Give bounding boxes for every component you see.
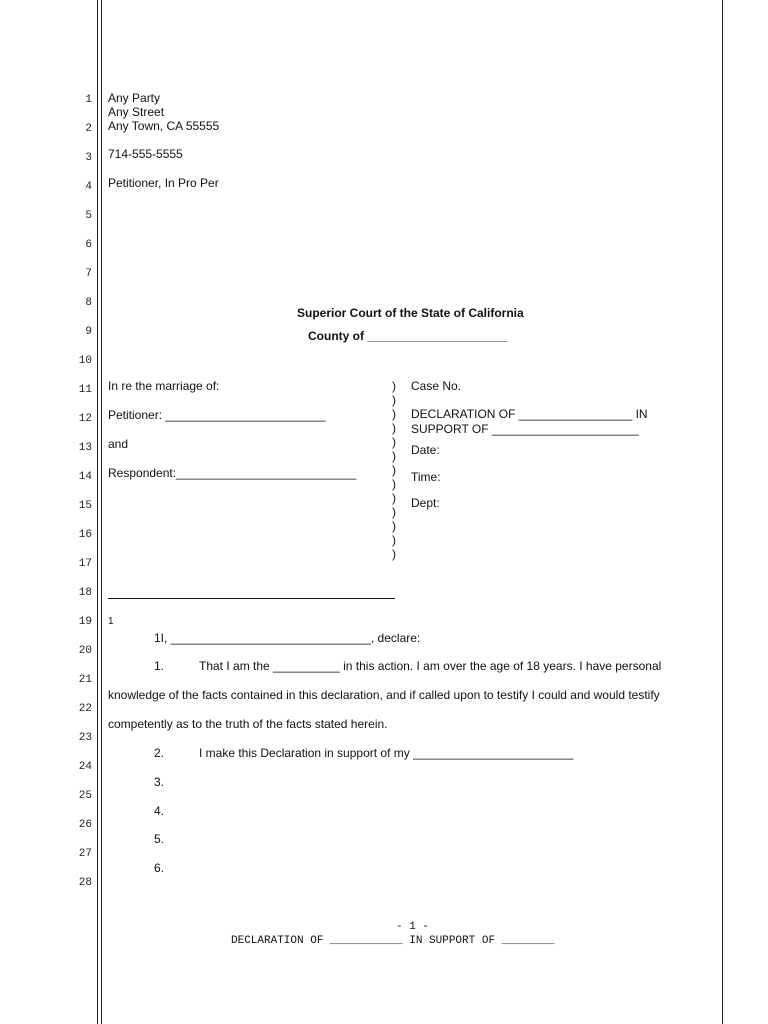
caption-paren: ) — [392, 519, 396, 533]
caption-paren: ) — [392, 393, 396, 407]
line-number: 2 — [85, 123, 92, 135]
caption-declaration-title-1: DECLARATION OF _________________ IN — [411, 407, 648, 421]
caption-paren: ) — [392, 547, 396, 561]
left-margin-rule-inner — [101, 0, 102, 1024]
line-number: 4 — [85, 181, 92, 193]
line-number: 15 — [78, 500, 92, 512]
paragraph-number: 5. — [154, 832, 165, 846]
line-number: 25 — [78, 790, 92, 802]
court-title: Superior Court of the State of California — [297, 306, 524, 320]
party-city: Any Town, CA 55555 — [108, 119, 220, 133]
line-number: 19 — [78, 616, 92, 628]
line-number: 28 — [78, 877, 92, 889]
caption-respondent: Respondent:___________________________ — [108, 466, 357, 480]
party-street: Any Street — [108, 105, 165, 119]
line-number: 9 — [85, 326, 92, 338]
line-number: 27 — [78, 848, 92, 860]
paragraph-1-line-1: That I am the __________ in this action. I am over the age of 18 years. I have personal — [199, 659, 662, 673]
paragraph-2-text: I make this Declaration in support of my ________________________ — [199, 746, 574, 760]
caption-paren: ) — [392, 435, 396, 449]
paragraph-number: 1. — [154, 659, 165, 673]
caption-paren: ) — [392, 491, 396, 505]
line-number: 5 — [85, 210, 92, 222]
caption-date: Date: — [411, 443, 440, 457]
paragraph-1-line-2: knowledge of the facts contained in this declaration, and if called upon to testify I could and would testify — [108, 688, 660, 702]
line-number: 6 — [85, 239, 92, 251]
line-number: 14 — [78, 471, 92, 483]
caption-paren: ) — [392, 449, 396, 463]
line-number: 12 — [78, 413, 92, 425]
footnote-ref: 1 — [108, 616, 114, 627]
caption-paren: ) — [392, 477, 396, 491]
caption-dept: Dept: — [411, 496, 440, 510]
line-number: 1 — [85, 94, 92, 106]
party-phone: 714-555-5555 — [108, 147, 183, 161]
line-number: 21 — [78, 674, 92, 686]
caption-divider-line — [108, 598, 395, 599]
caption-paren: ) — [392, 421, 396, 435]
right-margin-rule — [722, 0, 723, 1024]
caption-paren: ) — [392, 407, 396, 421]
line-number: 22 — [78, 703, 92, 715]
caption-declaration-title-2: SUPPORT OF ______________________ — [411, 422, 639, 436]
party-role: Petitioner, In Pro Per — [108, 176, 219, 190]
caption-paren: ) — [392, 505, 396, 519]
line-number: 7 — [85, 268, 92, 280]
caption-paren: ) — [392, 379, 396, 393]
caption-paren: ) — [392, 533, 396, 547]
line-number: 3 — [85, 152, 92, 164]
line-number: 8 — [85, 297, 92, 309]
declarant-line: 1I, ______________________________, declare: — [154, 631, 421, 645]
line-number: 17 — [78, 558, 92, 570]
paragraph-number: 4. — [154, 804, 165, 818]
paragraph-1-line-3: competently as to the truth of the facts stated herein. — [108, 717, 388, 731]
line-number: 23 — [78, 732, 92, 744]
line-number: 20 — [78, 645, 92, 657]
paragraph-number: 6. — [154, 861, 165, 875]
paragraph-number: 2. — [154, 746, 165, 760]
page-number: - 1 - — [396, 921, 430, 933]
line-number: 13 — [78, 442, 92, 454]
caption-paren: ) — [392, 463, 396, 477]
caption-case-no: Case No. — [411, 379, 462, 393]
party-name: Any Party — [108, 91, 161, 105]
footer-title: DECLARATION OF ___________ IN SUPPORT OF ________ — [231, 935, 555, 947]
court-county: County of _____________________ — [308, 329, 508, 343]
line-number: 18 — [78, 587, 92, 599]
caption-petitioner: Petitioner: ________________________ — [108, 408, 326, 422]
line-number: 26 — [78, 819, 92, 831]
paragraph-number: 3. — [154, 775, 165, 789]
caption-and: and — [108, 437, 129, 451]
left-margin-rule-outer — [97, 0, 98, 1024]
line-number: 11 — [78, 384, 92, 396]
line-number: 24 — [78, 761, 92, 773]
caption-time: Time: — [411, 470, 441, 484]
line-number: 16 — [78, 529, 92, 541]
line-number: 10 — [78, 355, 92, 367]
caption-marriage: In re the marriage of: — [108, 379, 220, 393]
